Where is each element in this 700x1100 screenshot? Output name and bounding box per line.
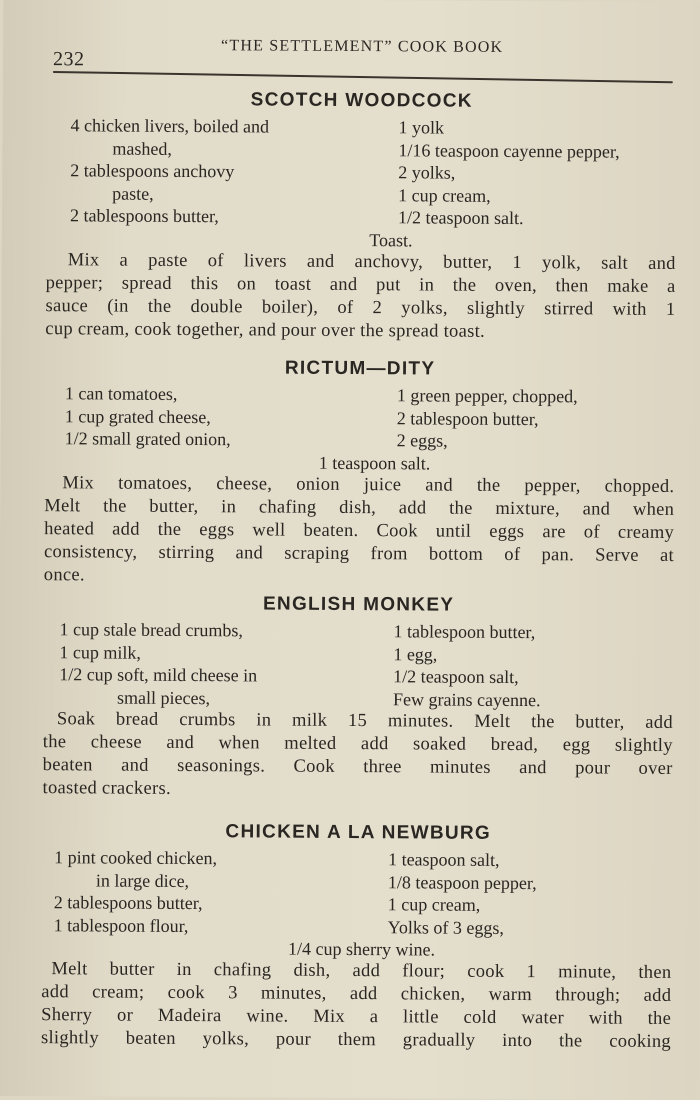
ingredient-column-right — [393, 620, 674, 712]
method-line: Melt butter in chafing dish, add flour; cook 1 minute, then — [51, 959, 672, 983]
page-number: 232 — [52, 48, 85, 71]
recipe-english-monkey — [42, 592, 673, 804]
recipe-chicken-a-la-newburg — [41, 820, 672, 1054]
recipe-title: RICTUM—DITY — [284, 357, 436, 380]
ingredient-line: 1 cup cream, — [387, 894, 481, 915]
ingredient-line: 2 tablespoon butter, — [396, 407, 539, 429]
ingredient-line: 4 chicken livers, boiled and — [70, 115, 270, 137]
ingredient-line: 1 cup cream, — [398, 184, 491, 206]
ingredient-list — [46, 114, 677, 230]
method-line: beaten and seasonings. Cook three minutes and pour over — [42, 755, 673, 779]
ingredient-line: 1/8 teaspoon pepper, — [387, 871, 537, 893]
ingredient-line: 1/2 teaspoon salt, — [393, 666, 519, 688]
ingredient-line: Yolks of 3 eggs, — [387, 916, 504, 938]
method-line: pepper; spread this on toast and put in the oven, then make a — [45, 272, 676, 297]
ingredient-center-line: Toast. — [369, 229, 413, 250]
method-line: heated add the eggs well beaten. Cook until eggs are of creamy — [44, 518, 675, 543]
ingredient-list — [42, 846, 673, 940]
method-line: the cheese and when melted add soaked bread, egg slightly — [42, 732, 673, 756]
ingredient-column-left — [43, 618, 374, 710]
ingredient-center-line: 1 teaspoon salt. — [318, 452, 431, 473]
ingredient-line: in large dice, — [95, 869, 190, 891]
method-line: Mix tomatoes, cheese, onion juice and the pepper, chopped. — [62, 472, 675, 497]
method-line: cup cream, cook together, and pour over the spread toast. — [45, 318, 486, 342]
ingredient-line: 1 teaspoon salt, — [388, 849, 500, 870]
method-line: slightly beaten yolks, pour them gradually into the cooking — [40, 1028, 672, 1052]
ingredient-line: 1 cup stale bread crumbs, — [59, 619, 243, 641]
ingredient-line: mashed, — [112, 138, 172, 159]
ingredient-center-line: 1/4 cup sherry wine. — [288, 938, 436, 960]
header-rule — [53, 71, 673, 83]
ingredient-list — [45, 382, 675, 453]
method-line: Soak bread crumbs in milk 15 minutes. Melt the butter, add — [56, 709, 674, 733]
ingredient-line: Few grains cayenne. — [393, 688, 541, 710]
ingredient-line: 1 tablespoon butter, — [393, 621, 536, 643]
recipe-method — [42, 708, 673, 804]
ingredient-column-left — [45, 382, 375, 452]
method-line: Melt the butter, in chafing dish, add the mixture, and when — [44, 495, 675, 520]
method-line: Mix a paste of livers and anchovy, butter, 1 yolk, salt and — [67, 249, 676, 274]
ingredient-line: 1/2 teaspoon salt. — [397, 207, 524, 229]
recipe-rictum-dity — [44, 356, 675, 590]
ingredient-line: 1 egg, — [393, 643, 438, 665]
recipe-title: CHICKEN A LA NEWBURG — [225, 821, 492, 844]
ingredient-line: 1/2 cup soft, mild cheese in — [59, 664, 258, 686]
recipe-method — [44, 472, 675, 591]
recipe-method — [45, 249, 676, 345]
recipe-title: SCOTCH WOODCOCK — [250, 89, 473, 112]
method-line: toasted crackers. — [42, 778, 171, 799]
method-line: consistency, stirring and scraping from bottom of pan. Serve at — [43, 541, 675, 566]
ingredient-line: 1 tablespoon flour, — [53, 914, 189, 936]
running-head: “THE SETTLEMENT” COOK BOOK — [221, 37, 504, 56]
recipe-scotch-woodcock — [45, 88, 677, 344]
ingredient-line: 2 yolks, — [398, 162, 456, 183]
ingredient-line: 1 yolk — [398, 117, 445, 138]
ingredient-line: 2 eggs, — [396, 430, 448, 451]
ingredient-column-right — [397, 384, 675, 453]
ingredient-column-right — [398, 116, 677, 230]
recipe-title: ENGLISH MONKEY — [262, 593, 455, 616]
method-line: sauce (in the double boiler), of 2 yolks, slightly stirred with 1 — [45, 295, 676, 320]
ingredient-line: 2 tablespoons butter, — [53, 892, 203, 914]
ingredient-line: 1 cup milk, — [59, 641, 141, 663]
ingredient-line: 2 tablespoons butter, — [69, 205, 219, 227]
ingredient-list — [43, 618, 674, 712]
recipe-method — [41, 958, 672, 1054]
ingredient-line: 1 can tomatoes, — [64, 383, 178, 404]
ingredient-line: 1/2 small grated onion, — [64, 428, 231, 450]
ingredient-line: 2 tablespoons anchovy — [70, 160, 235, 182]
ingredient-line: paste, — [112, 183, 154, 204]
ingredient-column-left — [46, 114, 377, 229]
ingredient-line: 1 cup grated cheese, — [64, 405, 211, 427]
ingredient-line: 1/16 teaspoon cayenne pepper, — [398, 139, 620, 162]
ingredient-line: small pieces, — [117, 687, 211, 708]
method-line: Sherry or Madeira wine. Mix a little cold water with the — [41, 1005, 672, 1029]
page-header — [51, 32, 676, 71]
ingredient-column-left — [42, 846, 373, 938]
method-line: once. — [43, 564, 85, 585]
ingredient-column-right — [388, 848, 673, 940]
ingredient-line: 1 pint cooked chicken, — [54, 847, 218, 869]
method-line: add cream; cook 3 minutes, add chicken, warm through; add — [41, 982, 672, 1006]
ingredient-line: 1 green pepper, chopped, — [396, 385, 578, 407]
